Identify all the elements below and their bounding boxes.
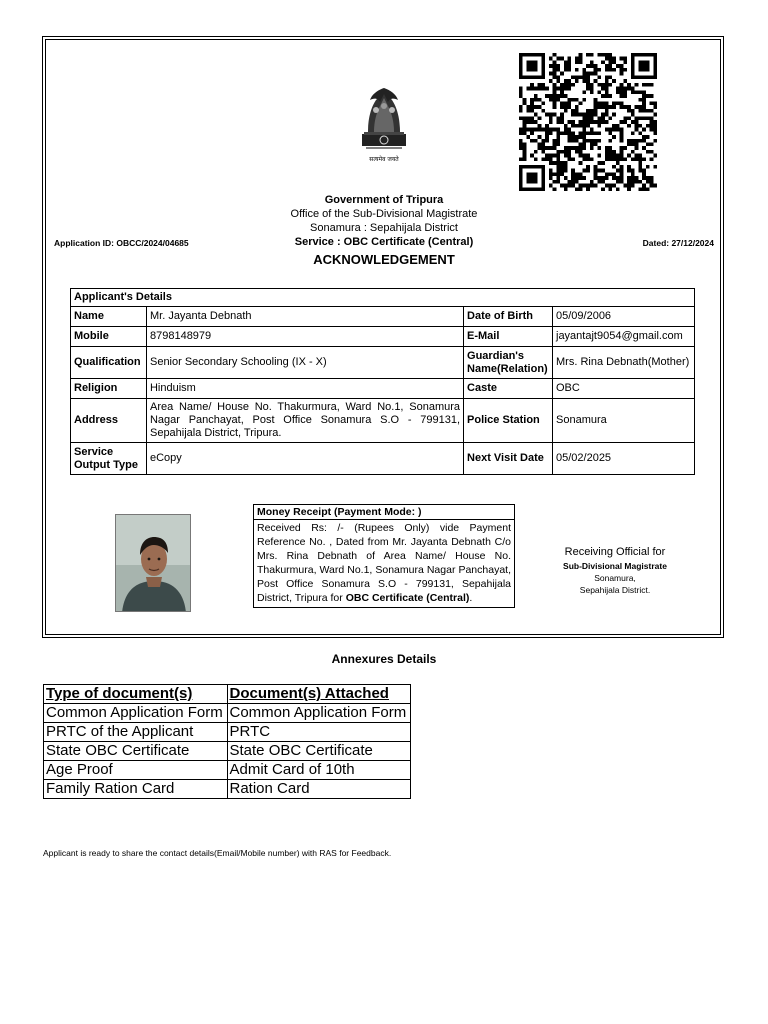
section-title: Applicant's Details: [71, 289, 695, 307]
dob-value: 05/09/2006: [553, 307, 695, 327]
receipt-text: Received Rs: /- (Rupees Only) vide Payment Reference No. , Dated from Mr. Jayanta Debnath C/o Mrs. Rina Debnath of Area Name/ House No. Thakurmura, Ward No.1, Sonamura Nagar Panchayat, Post Office Sonamura S.O - 799131, Sepahijala District, Tripura for: [257, 522, 511, 604]
column-header: Type of document(s): [44, 685, 228, 704]
next-visit-label: Next Visit Date: [464, 443, 553, 475]
application-id: Application ID: OBCC/2024/04685: [54, 238, 189, 248]
annexures-title: Annexures Details: [331, 652, 437, 666]
name-value: Mr. Jayanta Debnath: [146, 307, 463, 327]
receiving-official-title: Receiving Official for: [564, 546, 666, 558]
footer-note: Applicant is ready to share the contact details(Email/Mobile number) with RAS for Feedback.: [43, 848, 392, 858]
address-value: Area Name/ House No. Thakurmura, Ward No.1, Sonamura Nagar Panchayat, Post Office Sonamura S.O - 799131, Sepahijala District, Tripura.: [146, 399, 463, 443]
table-row: [71, 379, 695, 399]
office-name: Office of the Sub-Divisional Magistrate: [290, 208, 478, 220]
table-row: [71, 443, 695, 475]
document-attached: PRTC: [227, 723, 411, 742]
table-row: [71, 327, 695, 347]
document-type: Age Proof: [44, 761, 228, 780]
govt-name: Government of Tripura: [324, 194, 444, 206]
document-type: Family Ration Card: [44, 780, 228, 799]
receipt-end: .: [469, 592, 473, 604]
document-type: State OBC Certificate: [44, 742, 228, 761]
receiving-official-place: Sonamura,: [594, 573, 636, 583]
religion-value: Hinduism: [146, 379, 463, 399]
table-header-row: [44, 685, 411, 704]
dob-label: Date of Birth: [464, 307, 553, 327]
document-type: PRTC of the Applicant: [44, 723, 228, 742]
document-attached: State OBC Certificate: [227, 742, 411, 761]
table-row: [44, 742, 411, 761]
guardian-label: Guardian's Name(Relation): [464, 347, 553, 379]
office-location: Sonamura : Sepahijala District: [310, 222, 458, 234]
religion-label: Religion: [71, 379, 147, 399]
receipt-title: Money Receipt (Payment Mode: ): [254, 505, 514, 520]
qualification-value: Senior Secondary Schooling (IX - X): [146, 347, 463, 379]
guardian-value: Mrs. Rina Debnath(Mother): [553, 347, 695, 379]
email-value: jayantajt9054@gmail.com: [553, 327, 695, 347]
table-row: [71, 399, 695, 443]
receiving-official-designation: Sub-Divisional Magistrate: [563, 561, 667, 571]
document-attached: Admit Card of 10th: [227, 761, 411, 780]
mobile-value: 8798148979: [146, 327, 463, 347]
output-type-label: Service Output Type: [71, 443, 147, 475]
service-name: Service : OBC Certificate (Central): [294, 236, 474, 248]
caste-value: OBC: [553, 379, 695, 399]
national-emblem-icon: [354, 76, 414, 154]
name-label: Name: [71, 307, 147, 327]
output-type-value: eCopy: [146, 443, 463, 475]
next-visit-value: 05/02/2025: [553, 443, 695, 475]
table-row: [71, 289, 695, 307]
document-attached: Ration Card: [227, 780, 411, 799]
receipt-body: [254, 520, 514, 607]
table-row: [71, 347, 695, 379]
qualification-label: Qualification: [71, 347, 147, 379]
table-row: [44, 704, 411, 723]
table-row: [44, 723, 411, 742]
address-label: Address: [71, 399, 147, 443]
receiving-official-district: Sepahijala District.: [579, 585, 651, 595]
receipt-service: OBC Certificate (Central): [345, 592, 470, 604]
applicant-details-table: [70, 288, 695, 475]
column-header: Document(s) Attached: [227, 685, 411, 704]
qr-code: [519, 52, 657, 192]
money-receipt: [253, 504, 515, 608]
dated: Dated: 27/12/2024: [642, 238, 714, 248]
page-title: ACKNOWLEDGEMENT: [313, 252, 455, 267]
annexures-table: [43, 684, 411, 799]
document-attached: Common Application Form: [227, 704, 411, 723]
person-icon: [116, 515, 191, 612]
table-row: [71, 307, 695, 327]
document-type: Common Application Form: [44, 704, 228, 723]
applicant-photo: [115, 514, 191, 612]
police-label: Police Station: [464, 399, 553, 443]
police-value: Sonamura: [553, 399, 695, 443]
mobile-label: Mobile: [71, 327, 147, 347]
table-row: [44, 780, 411, 799]
table-row: [44, 761, 411, 780]
email-label: E-Mail: [464, 327, 553, 347]
caste-label: Caste: [464, 379, 553, 399]
emblem-motto: सत्यमेव जयते: [369, 156, 399, 163]
